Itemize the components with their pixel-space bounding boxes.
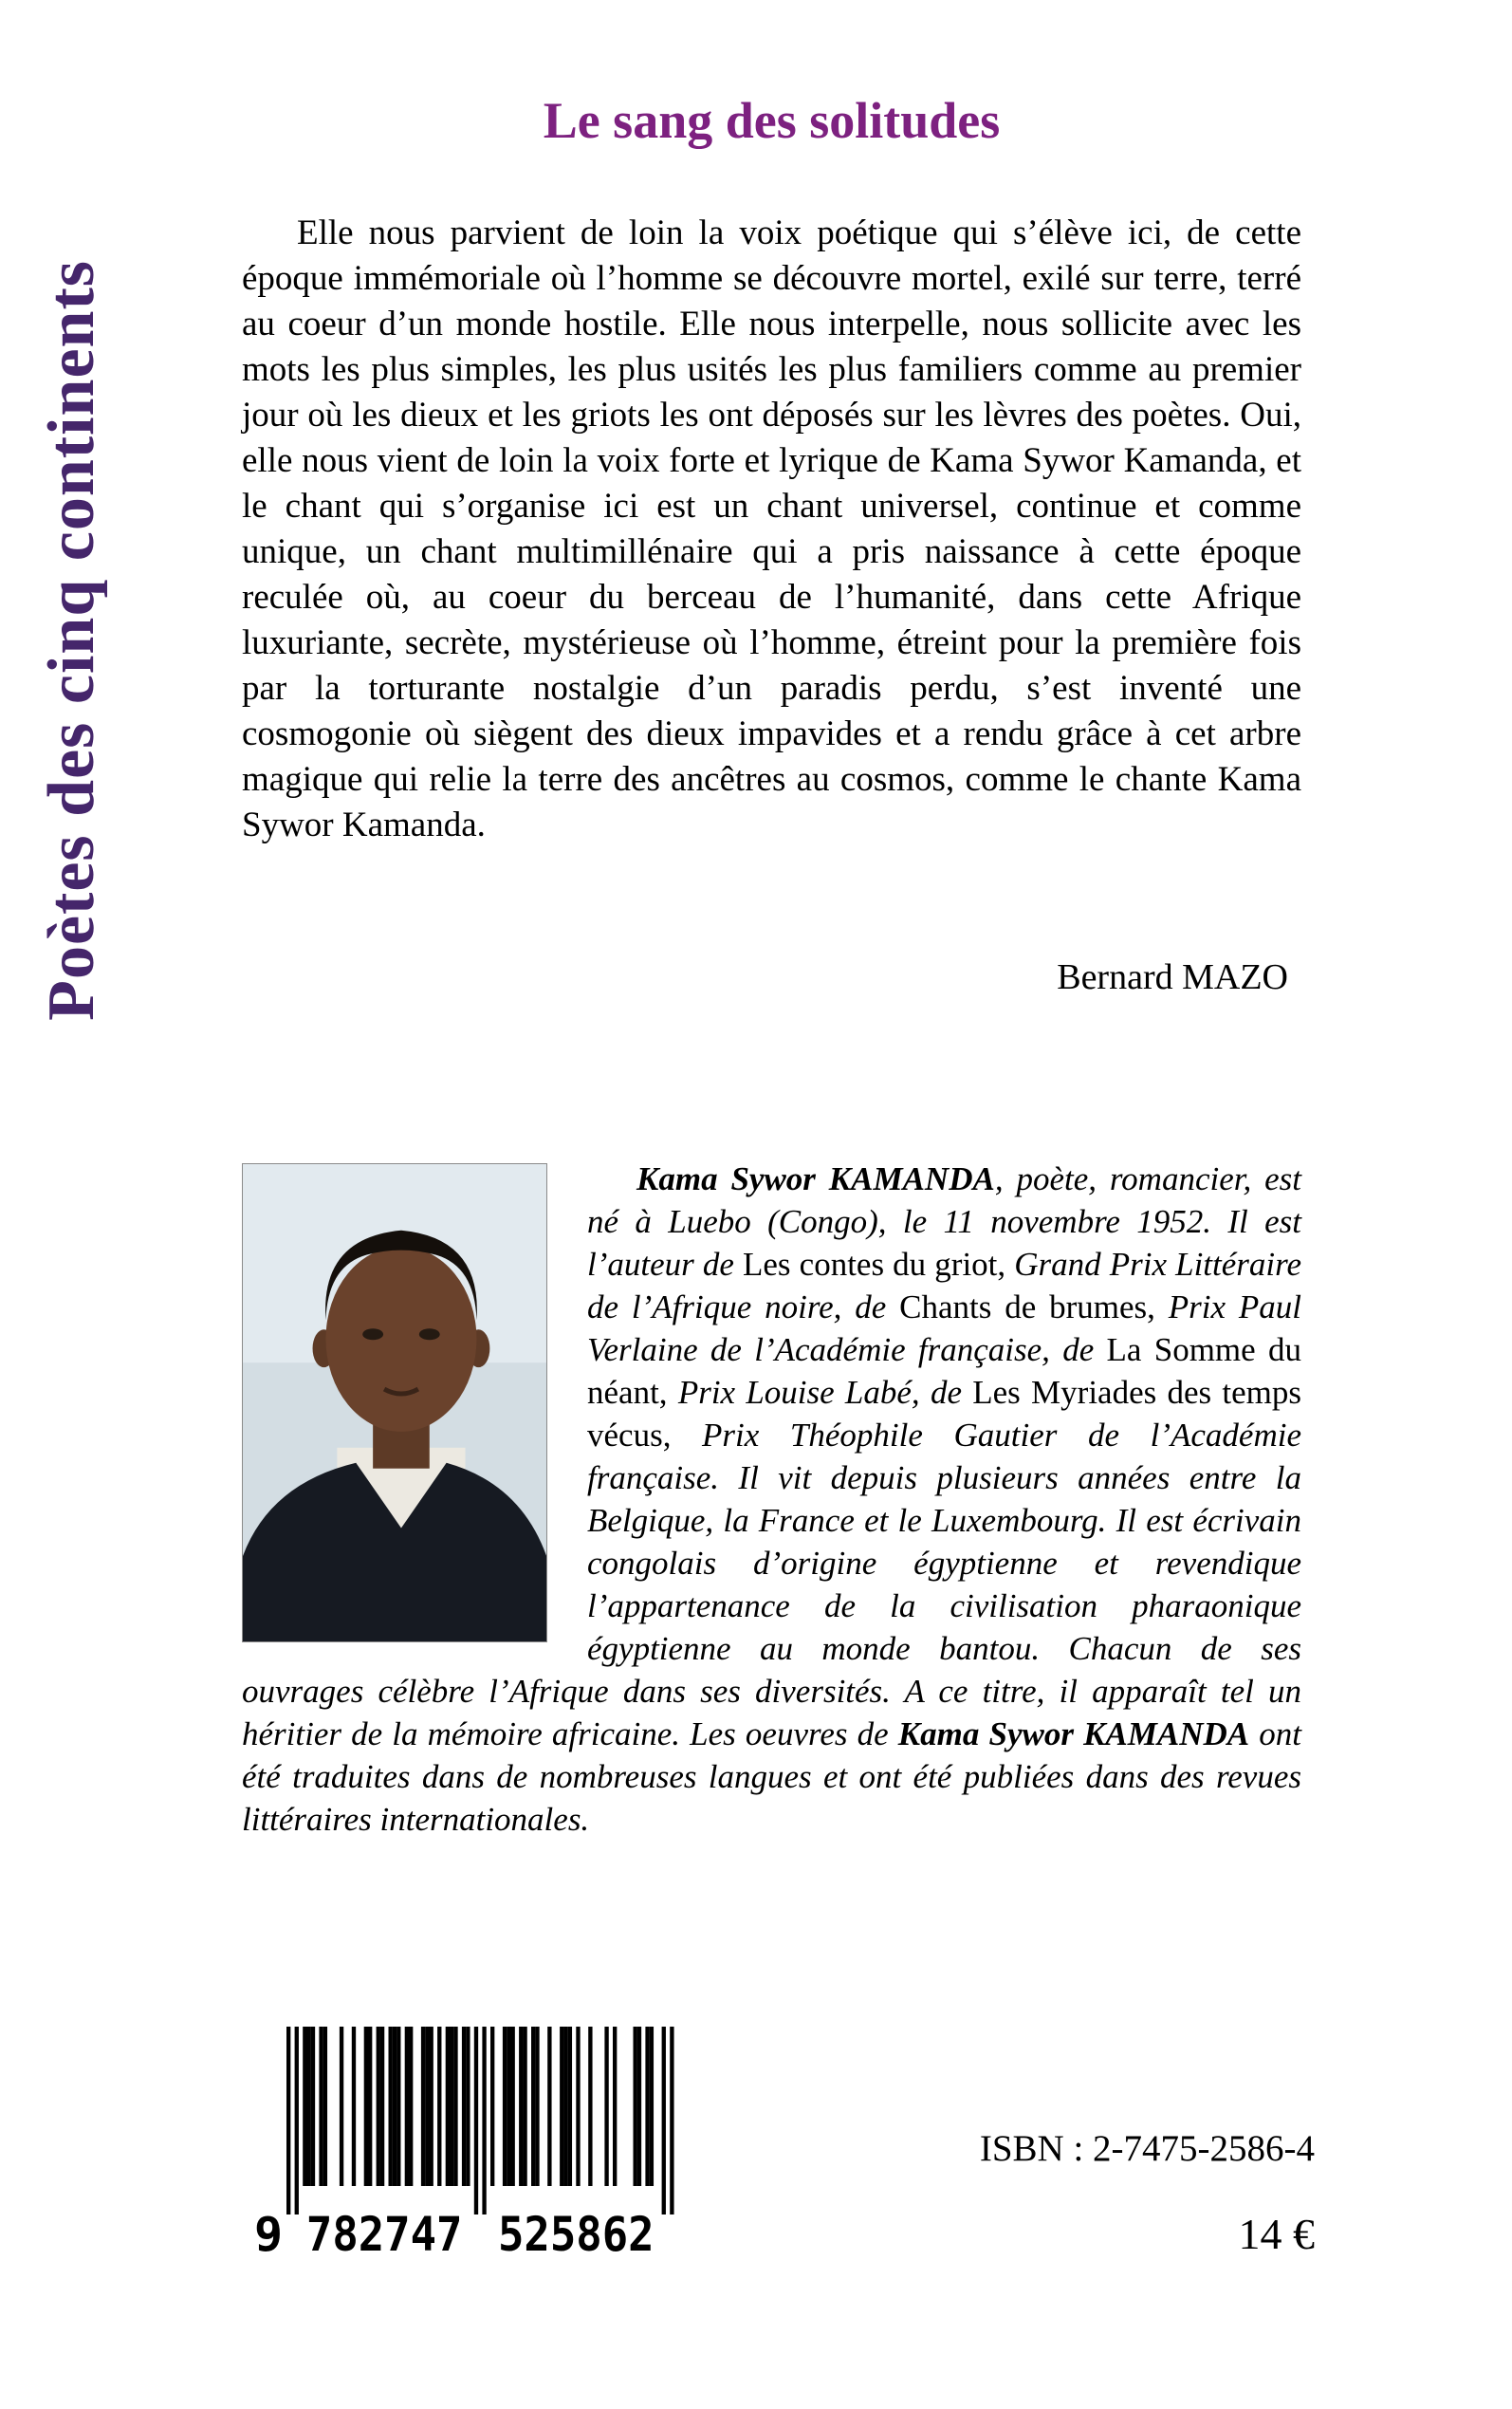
price-text: 14 € [1238, 2210, 1315, 2258]
barcode-bar [368, 2027, 372, 2186]
bio-segment: Kama Sywor KAMANDA [897, 1715, 1250, 1752]
barcode-bar [446, 2027, 450, 2186]
bio-segment: La Somme du néant, [587, 1331, 1301, 1411]
barcode-bar [393, 2027, 396, 2186]
barcode-bar [352, 2027, 356, 2186]
barcode-bar [490, 2027, 494, 2186]
barcode-bar [323, 2027, 327, 2186]
barcode-bar [377, 2027, 380, 2186]
barcode-digits: 782747 [305, 2207, 463, 2259]
barcode-bar [462, 2027, 466, 2186]
barcode-bar [511, 2027, 515, 2186]
barcode-bar [637, 2027, 641, 2186]
barcode-bar [450, 2027, 453, 2186]
barcode-bar [645, 2027, 649, 2186]
barcode-bar [547, 2027, 551, 2186]
barcode-bar [396, 2027, 400, 2186]
bio-segment: Prix Louise Labé, de [677, 1374, 973, 1411]
barcode-bar [389, 2027, 393, 2186]
bio-segment: Les contes du griot, [743, 1246, 1015, 1283]
barcode-bar [430, 2027, 433, 2186]
barcode-bar [519, 2027, 523, 2186]
barcode-bar [568, 2027, 572, 2186]
barcode-bar [466, 2027, 470, 2186]
barcode-bar [503, 2027, 507, 2186]
barcode-bar [523, 2027, 526, 2186]
author-bio-block [242, 1158, 1301, 1841]
blurb-paragraph: Elle nous parvient de loin la voix poétique qui s’élève ici, de cette époque immémoriale où l’homme se découvre mortel, exilé sur terre, terré au coeur d’un monde hostile. Elle nous interpelle, nous sollicite avec les mots les plus simples, les plus usités les plus familiers comme au premier jour où les dieux et les griots les ont déposés sur les lèvres des poètes. Oui, elle nous vient de loin la voix forte et lyrique de Kama Sywor Kamanda, et le chant qui s’organise ici est un chant universel, continue et comme unique, un chant multimillénaire qui a pris naissance à cette époque reculée où, au coeur du berceau de l’humanité, dans cette Afrique luxuriante, secrète, mystérieuse où l’homme, étreint pour la première fois par la torturante nostalgie d’un paradis perdu, s’est inventé une cosmogonie où siègent des dieux impavides et a rendu grâce à cet arbre magique qui relie la terre des ancêtres au cosmos, comme le chante Kama Sywor Kamanda. [242, 213, 1301, 844]
bio-segment: ont été traduites dans de nombreuses langues et ont été publiées dans des revues littéraires internationales. [242, 1715, 1301, 1838]
barcode-bar [319, 2027, 323, 2186]
barcode-bar [340, 2027, 343, 2186]
barcode-bar [405, 2027, 409, 2186]
barcode-bar [588, 2027, 592, 2186]
blurb-signature: Bernard MAZO [1057, 957, 1288, 997]
bio-segment: Grand Prix Littéraire de l’Afrique noire, de [587, 1246, 1301, 1325]
barcode-bar [380, 2027, 384, 2186]
barcode-bar [634, 2027, 637, 2186]
barcode-bar [482, 2027, 486, 2214]
barcode-bar [531, 2027, 535, 2186]
barcode-bar [409, 2027, 413, 2186]
bio-segment: Prix Paul Verlaine de l’Académie française, de [587, 1288, 1301, 1368]
bio-segment: , poète, romancier, est né à Luebo (Congo), le 11 novembre 1952. Il est l’auteur de [587, 1160, 1301, 1283]
bio-segment: Prix Théophile Gautier de l’Académie française. Il vit depuis plusieurs années entre la Belgique, la France et le Luxembourg. Il est écrivain congolais d’origine égyptienne et revendique l’appartenance de la civilisation pharaonique égyptienne au monde bantou. Chacun de ses ouvrages célèbre l’Afrique dans ses diversités. A ce titre, il apparaît tel un héritier de la mémoire africaine. Les oeuvres de [242, 1417, 1301, 1752]
author-photo-illustration [243, 1164, 546, 1641]
barcode-bar [307, 2027, 311, 2186]
barcode-bar [364, 2027, 368, 2186]
barcode-bar [303, 2027, 306, 2186]
barcode-bar [662, 2027, 666, 2214]
barcode-bar [507, 2027, 510, 2186]
barcode-bar [453, 2027, 457, 2186]
bio-segment: Les Myriades des temps vécus, [587, 1374, 1302, 1454]
barcode-bar [670, 2027, 673, 2214]
barcode-digits: 525862 [498, 2207, 655, 2259]
barcode-bar [613, 2027, 617, 2186]
barcode-bar [437, 2027, 441, 2186]
barcode-bar [425, 2027, 429, 2186]
collection-strip [25, 180, 120, 1101]
bio-segment: Kama Sywor KAMANDA [636, 1160, 995, 1197]
barcode-bar [286, 2027, 290, 2214]
barcode-bar [560, 2027, 563, 2186]
collection-title: Poètes des cinq continents [35, 260, 108, 1021]
barcode-bar [421, 2027, 425, 2186]
barcode-bar [311, 2027, 315, 2186]
barcode-bar [563, 2027, 567, 2186]
barcode-bar [295, 2027, 299, 2214]
ean-barcode-svg [249, 2027, 680, 2259]
book-title: Le sang des solitudes [543, 92, 1001, 149]
bio-segment: Chants de brumes, [899, 1288, 1169, 1325]
barcode-bar [576, 2027, 580, 2186]
isbn-text: ISBN : 2-7475-2586-4 [979, 2128, 1315, 2169]
barcode-digits: 9 [254, 2207, 284, 2259]
author-photo [242, 1163, 547, 1642]
ean-barcode [249, 2027, 680, 2264]
barcode-bar [604, 2027, 608, 2186]
barcode-bar [535, 2027, 539, 2186]
barcode-bar [474, 2027, 478, 2214]
